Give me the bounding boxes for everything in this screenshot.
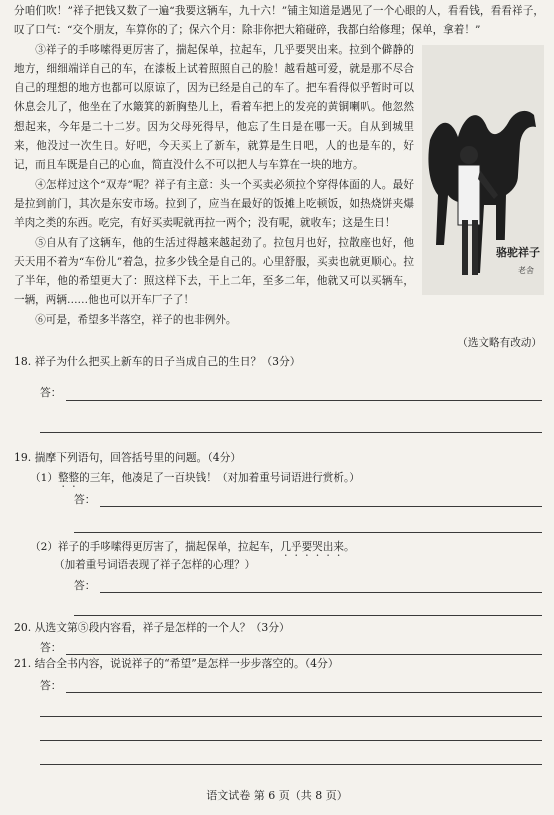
answer-line-19-1-2[interactable] (74, 532, 542, 533)
answer-label-20: 答： (40, 641, 62, 654)
answer-line-21-4[interactable] (40, 764, 542, 765)
question-19-1-text: 的三年，他凑足了一百块钱！（对加着重号词语进行赏析。） (79, 472, 360, 484)
cover-title: 骆驼祥子 (496, 245, 540, 259)
answer-line-21-2[interactable] (40, 716, 542, 717)
passage-paragraph-3: ③祥子的手哆嗦得更厉害了，揣起保单，拉起车，几乎要哭出来。拉到个僻静的地方，细细端详自己的车，在漆板上试着照照自己的脸！越看越可爱，就是那不尽合自己的理想的地方也都可以原谅了，因为已经是自己的车了。把车看得似乎暂时可以休息会儿了，他坐在了水簸箕的新胸垫儿上，看着车把上的发亮的黄铜喇叭。他忽然想起来，今年是二十二岁。因为父母死得早，他忘了生日是在哪一天。自从到城里来，他没过一次生日。好吧，今天买上了新车，就算是生日吧，人的也是车的，好记，而且车既是自己的心血，简直没什么不可以把人与车算在一块的地方。 (14, 43, 414, 172)
question-19-2 (30, 539, 355, 559)
passage-paragraph-5: ⑤自从有了这辆车，他的生活过得越来越起劲了。拉包月也好，拉散座也好，他天天用不着为“车份儿”着急，拉多少钱全是自己的。心里舒服，买卖也就更顺心。拉了半年，他的希望更大了：照这样下去，干上二年，至多二年，他就又可以买辆车，一辆，两辆……他也可以开车厂子了！ (14, 236, 414, 307)
passage-paragraph-continued: 分咱们吹！”祥子把钱又数了一遍“我要这辆车，九十六！”铺主知道是遇见了一个心眼的人，看看钱，看看祥子，叹了口气：“交个朋友，车算你的了；保六个月：除非你把大箱碰碎，我都白给修理；保单，拿着！” (14, 5, 544, 37)
question-19: 19. 揣摩下列语句，回答括号里的问题。（4分） (14, 451, 242, 464)
question-20: 20. 从选文第⑤段内容看，祥子是怎样的一个人？（3分） (14, 621, 290, 634)
passage-paragraph-4: ④怎样过这个“双寿”呢？祥子有主意：头一个买卖必须拉个穿得体面的人。最好是拉到前门，其次是东安市场。拉到了，应当在最好的饭摊上吃顿饭，如热烧饼夹爆羊肉之类的东西。吃完，有好买卖呢就再拉一两个；没有呢，就收车；这是生日！ (14, 178, 414, 230)
answer-label-19-1: 答： (74, 493, 96, 506)
question-18: 18. 祥子为什么把买上新车的日子当成自己的生日？（3分） (14, 355, 301, 368)
answer-label-21: 答： (40, 679, 62, 692)
answer-line-18-1[interactable] (66, 400, 542, 401)
answer-line-19-2-2[interactable] (74, 615, 542, 616)
answer-line-19-2-1[interactable] (100, 592, 542, 593)
page-footer: 语文试卷 第 6 页（共 8 页） (206, 789, 348, 802)
emphasized-word-19-2: 几乎要哭出来 (280, 541, 344, 553)
question-19-2-end: 。 (343, 541, 355, 553)
question-19-2-note: （加着重号词语表现了祥子怎样的心理？） (54, 559, 256, 571)
question-19-2-prefix: （2）祥子的手哆嗦得更厉害了，揣起保单，拉起车， (30, 541, 281, 553)
answer-label-19-2: 答： (74, 579, 96, 592)
answer-line-21-1[interactable] (66, 692, 542, 693)
cover-author: 老舍 (518, 265, 534, 275)
reading-passage (14, 2, 544, 330)
question-21: 21. 结合全书内容，说说祥子的“希望”是怎样一步步落空的。（4分） (14, 657, 339, 670)
passage-paragraph-6: ⑥可是，希望多半落空，祥子的也非例外。 (35, 313, 237, 326)
answer-line-20-1[interactable] (66, 654, 542, 655)
answer-line-18-2[interactable] (40, 432, 542, 433)
question-19-1-prefix: （1） (30, 472, 58, 484)
source-note: （选文略有改动） (457, 337, 542, 349)
answer-label-18: 答： (40, 386, 62, 399)
answer-line-21-3[interactable] (40, 740, 542, 741)
answer-line-19-1-1[interactable] (100, 506, 542, 507)
emphasized-word-19-1: 整整 (57, 472, 80, 484)
question-19-1 (30, 470, 360, 490)
book-cover-illustration (422, 45, 544, 295)
